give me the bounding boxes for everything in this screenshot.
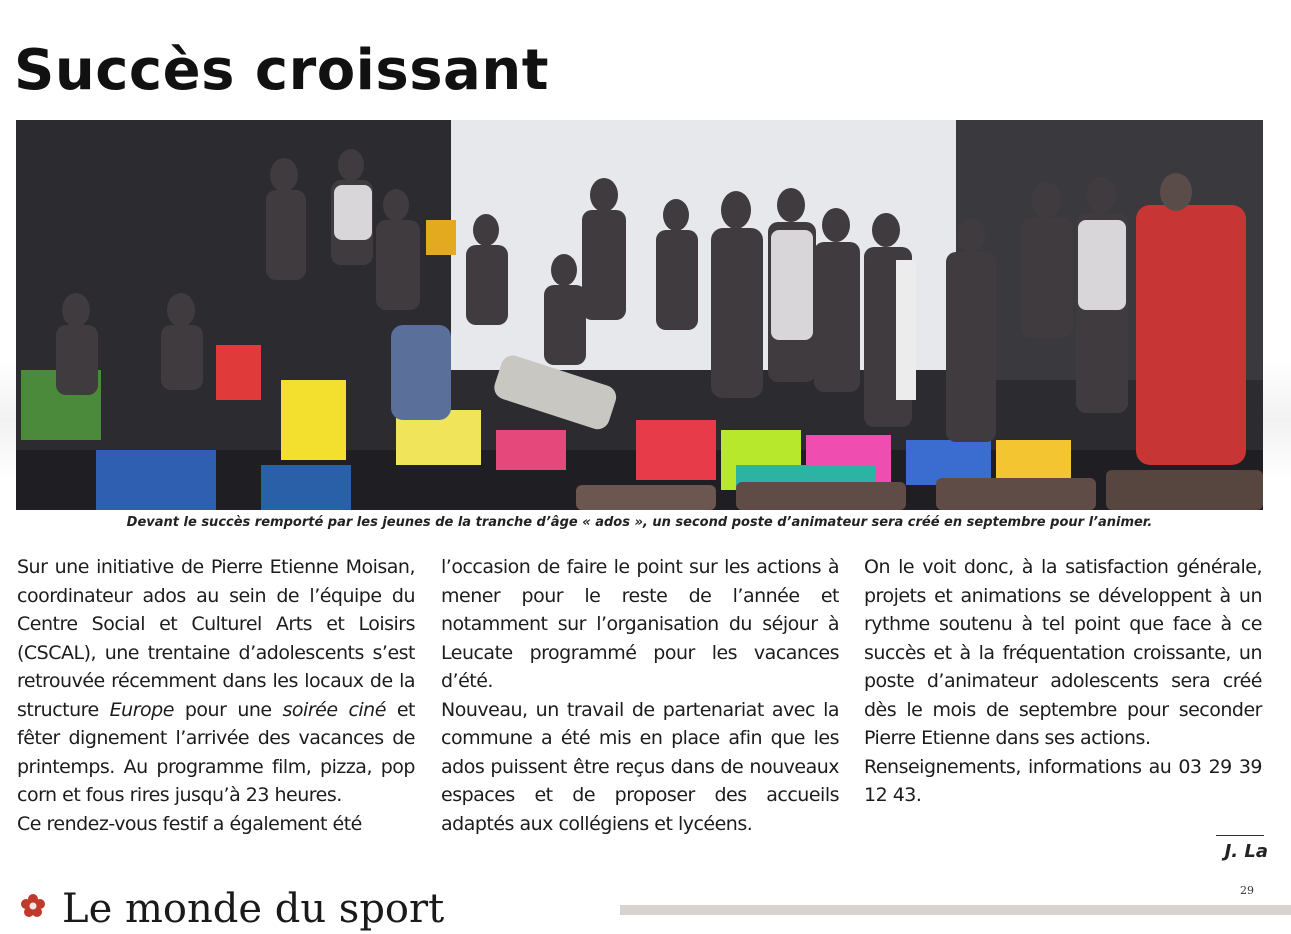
paragraph: Nouveau, un travail de partenariat avec la commune a été mis en place afin que les ados puissent être reçus dans de nouveaux espaces et de proposer des accueils adaptés aux collégiens et lycéens.: [441, 698, 839, 835]
article-column-2: [441, 553, 839, 838]
page-number: 29: [1240, 884, 1254, 897]
page-edge: [620, 905, 1291, 915]
italic-text: Europe: [109, 698, 174, 721]
paragraph: [17, 553, 415, 810]
paragraph: On le voit donc, à la satisfaction générale, projets et animations se développent à un rythme soutenu à tel point que face à ce succès et à la fréquentation croissante, un poste d’animateur adolescents sera créé dès le mois de septembre pour seconder Pierre Etienne dans ses actions.: [864, 556, 1262, 749]
flower-icon: [20, 893, 46, 919]
article-photo: [16, 120, 1263, 510]
article-column-1: [17, 553, 415, 838]
signature-rule: [1216, 835, 1264, 836]
author-signature: J. La: [1224, 841, 1268, 862]
text-run: pour une: [173, 698, 283, 721]
italic-text: soirée ciné: [282, 698, 386, 721]
article-headline: Succès croissant: [14, 38, 549, 103]
text-run: Sur une initiative de Pierre Etienne Moisan, coordinateur ados au sein de l’équipe du Centre Social et Culturel Arts et Loisirs (CSCAL), une trentaine d’adolescents s’est retrouvée récemment dans les locaux de la structure: [17, 556, 415, 721]
paragraph: Ce rendez-vous festif a également été: [17, 812, 362, 835]
next-section-title: Le monde du sport: [62, 886, 445, 932]
article-column-3: [864, 553, 1262, 810]
paragraph: l’occasion de faire le point sur les actions à mener pour le reste de l’année et notamment sur l’organisation du séjour à Leucate programmé pour les vacances d’été.: [441, 556, 839, 692]
paragraph: Renseignements, informations au 03 29 39 12 43.: [864, 755, 1262, 806]
photo-caption: Devant le succès remporté par les jeunes de la tranche d’âge « ados », un second poste d’animateur sera créé en septembre pour l’animer.: [126, 515, 1153, 530]
text-run: et fêter dignement l’arrivée des vacances de printemps. Au programme film, pizza, pop corn et fous rires jusqu’à 23 heures.: [17, 698, 415, 806]
